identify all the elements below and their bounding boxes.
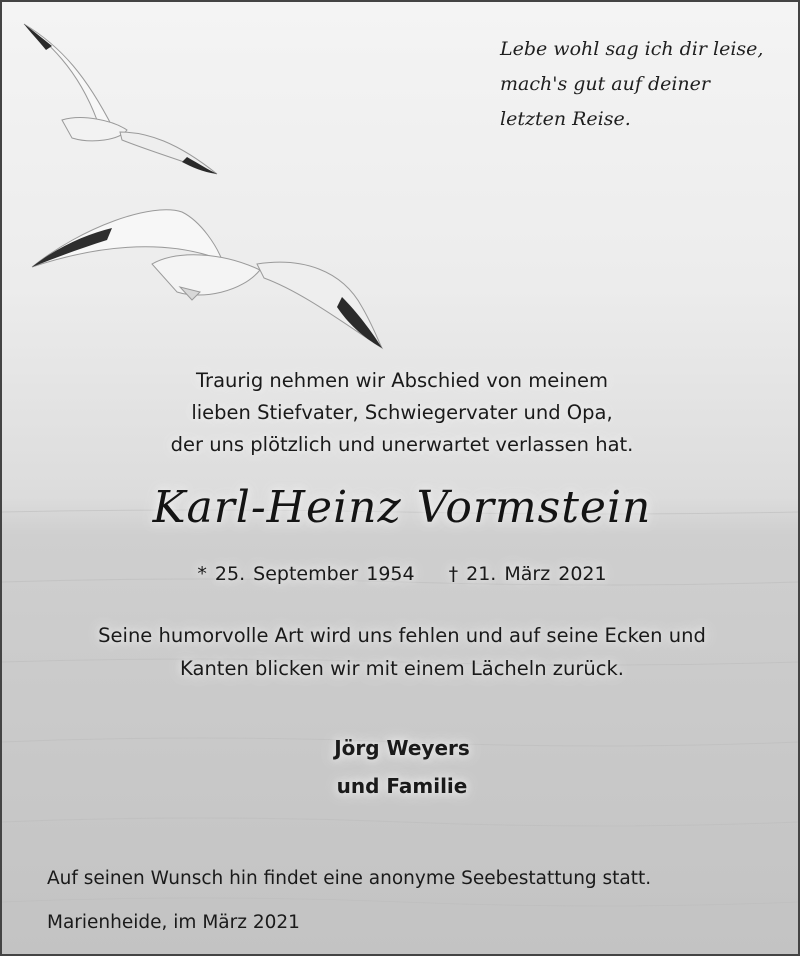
seagull-icon: [24, 24, 217, 174]
poem-line: letzten Reise.: [500, 108, 631, 130]
seagulls-image: [2, 2, 422, 362]
birth-date: * 25. September 1954: [197, 563, 415, 585]
poem-line: Lebe wohl sag ich dir leise,: [500, 38, 764, 60]
deceased-name: Karl-Heinz Vormstein: [152, 482, 652, 533]
place-date: Marienheide, im März 2021: [47, 912, 300, 933]
poem-line: mach's gut auf deiner: [500, 73, 710, 95]
death-date: † 21. März 2021: [448, 563, 607, 585]
tribute-line: Kanten blicken wir mit einem Lächeln zurück.: [180, 657, 624, 680]
seagull-icon: [32, 210, 382, 348]
life-dates: [2, 563, 800, 585]
tribute-text: [2, 619, 800, 685]
intro-line: der uns plötzlich und unerwartet verlassen hat.: [170, 433, 634, 456]
poem: [500, 32, 763, 137]
footer: [47, 857, 651, 945]
signer-line: und Familie: [336, 774, 468, 798]
intro-line: Traurig nehmen wir Abschied von meinem: [196, 369, 608, 392]
signer-line: Jörg Weyers: [334, 736, 470, 760]
burial-notice: Auf seinen Wunsch hin findet eine anonyme Seebestattung statt.: [47, 868, 652, 889]
tribute-line: Seine humorvolle Art wird uns fehlen und auf seine Ecken und: [98, 624, 706, 647]
signers: [2, 729, 800, 805]
intro-line: lieben Stiefvater, Schwiegervater und Opa,: [191, 401, 613, 424]
intro-text: [2, 365, 800, 461]
